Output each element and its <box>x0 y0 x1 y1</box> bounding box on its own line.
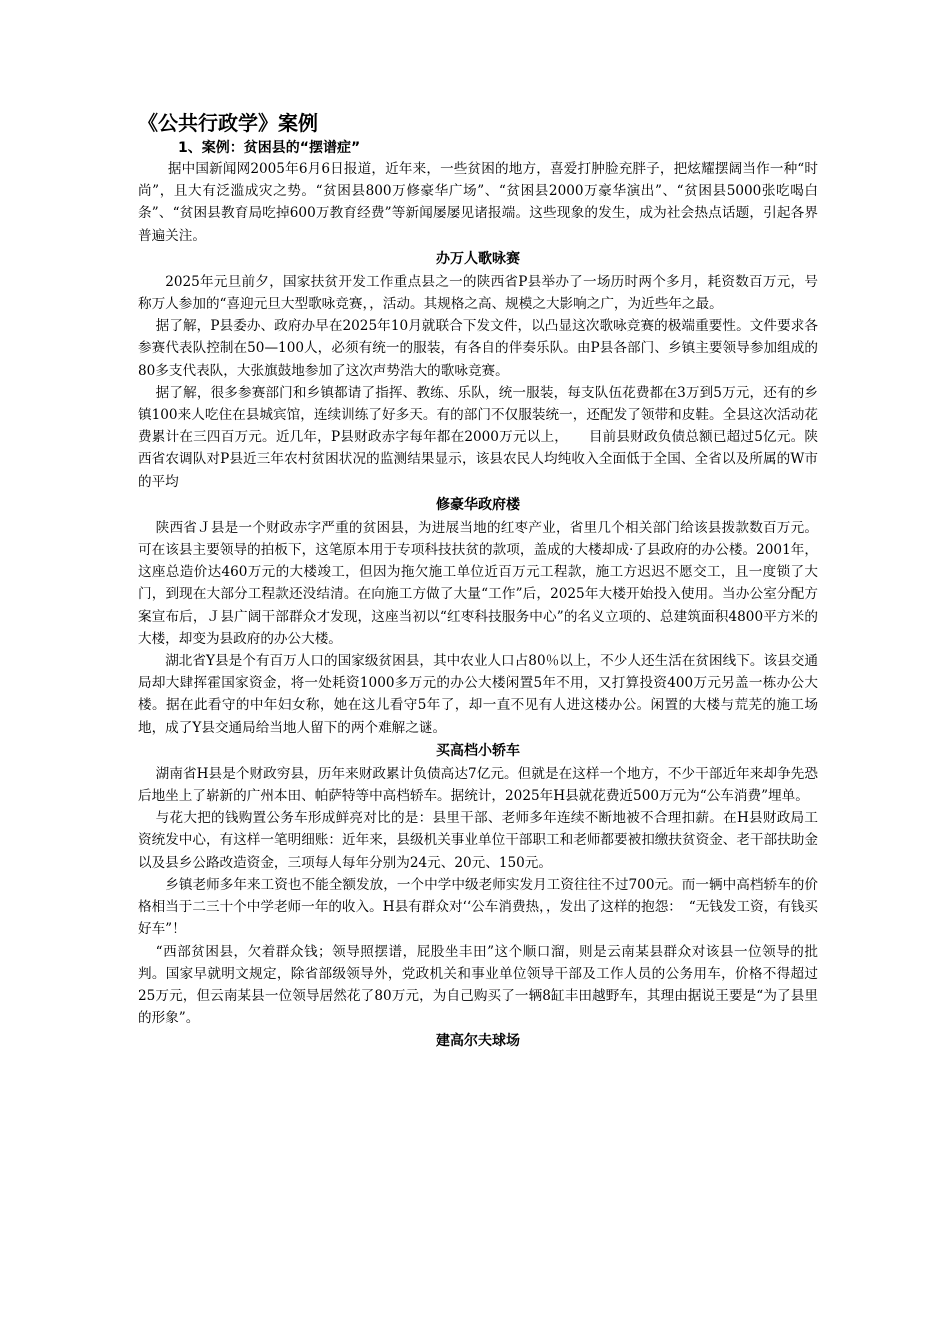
section-heading-government-building: 修豪华政府楼 <box>436 496 520 513</box>
section-heading-golf-course: 建高尔夫球场 <box>436 1033 520 1050</box>
paragraph: 2025年元旦前夕，国家扶贫开发工作重点县之一的陕西省P县举办了一场历时两个多月，耗资数百万元，号称万人参加的“喜迎元旦大型歌咏竞赛，，活动。其规格之高、规模之大影响之广，为近些年之最。 <box>138 273 818 313</box>
paragraph: 陕西省Ｊ县是一个财政赤字严重的贫困县，为进展当地的红枣产业，省里几个相关部门给该县拨款数百万元。可在该县主要领导的拍板下，这笔原本用于专项科技扶贫的款项，盖成的大楼却成·了县政府的办公楼。2001年，这座总造价达460万元的大楼竣工，但因为拖欠施工单位近百万元工程款，施工方迟迟不愿交工，且一度锁了大门，到现在大部分工程款还没结清。在向施工方做了大量“工作”后，2025年大楼开始投入使用。当办公室分配方案宣布后，Ｊ县广阔干部群众才发现，这座当初以“红枣科技服务中心”的名义立项的、总建筑面积4800平方米的大楼，却变为县政府的办公大楼。 <box>138 519 818 647</box>
paragraph: 据了解，P县委办、政府办早在2025年10月就联合下发文件，以凸显这次歌咏竞赛的极端重要性。文件要求各参赛代表队控制在50—100人，必须有统一的服装，有各自的伴奏乐队。由P县各部门、乡镇主要领导参加组成的80多支代表队，大张旗鼓地参加了这次声势浩大的歌咏竞赛。 <box>138 318 818 379</box>
case-heading: 1、案例：贫困县的“摆谱症” <box>178 140 361 156</box>
section-heading-luxury-cars: 买高档小轿车 <box>436 742 520 759</box>
document-page <box>138 110 818 1053</box>
intro-paragraph: 据中国新闻网2005年6月6日报道，近年来，一些贫困的地方，喜爱打肿脸充胖子，把炫耀摆阔当作一种“时尚”，且大有泛滥成灾之势。“贫困县800万修豪华广场”、“贫困县2000万豪华演出”、“贫困县5000张吃喝白条”、“贫困县教育局吃掉600万教育经费”等新闻屡屡见诸报端。这些现象的发生，成为社会热点话题，引起各界普遍关注。 <box>138 161 818 244</box>
paragraph: 乡镇老师多年来工资也不能全额发放，一个中学中级老师实发月工资往往不过700元。而一辆中高档轿车的价格相当于二三十个中学老师一年的收入。H县有群众对‘‘公车消费热，，发出了这样的抱怨： “无钱发工资，有钱买好车”！ <box>138 876 818 938</box>
paragraph: 湖北省Y县是个有百万人口的国家级贫困县，其中农业人口占80％以上，不少人还生活在贫困线下。该县交通局却大肆挥霍国家资金，将一处耗资1000多万元的办公大楼闲置5年不用，又打算投资400万元另盖一栋办公大楼。据在此看守的中年妇女称，她在这儿看守5年了，却一直不见有人进这楼办公。闲置的大楼与荒芜的施工场地，成了Y县交通局给当地人留下的两个难解之谜。 <box>138 653 818 736</box>
document-title: 《公共行政学》案例 <box>138 111 318 135</box>
paragraph: “西部贫困县，欠着群众钱；领导照摆谱，屁股坐丰田”这个顺口溜，则是云南某县群众对该县一位领导的批判。国家早就明文规定，除省部级领导外，党政机关和事业单位领导干部及工作人员的公务用车，价格不得超过25万元，但云南某县一位领导居然花了80万元，为自己购买了一辆8缸丰田越野车，其理由据说王要是“为了县里的形象”。 <box>138 943 818 1027</box>
paragraph: 湖南省H县是个财政穷县，历年来财政累计负债高达7亿元。但就是在这样一个地方，不少干部近年来却争先恐后地坐上了崭新的广州本田、帕萨特等中高档轿车。据统计，2025年H县就花费近500万元为“公车消费”埋单。 <box>138 765 818 805</box>
paragraph: 与花大把的钱购置公务车形成鲜亮对比的是：县里干部、老师多年连续不断地被不合理扣薪。在H县财政局工资统发中心，有这样一笔明细账：近年来，县级机关事业单位干部职工和老师都要被扣缴扶贫资金、老干部扶助金以及县乡公路改造资金，三项每人每年分别为24元、20元、150元。 <box>138 810 818 871</box>
section-heading-singing-contest: 办万人歌咏赛 <box>436 250 520 267</box>
paragraph: 据了解，很多参赛部门和乡镇都请了指挥、教练、乐队，统一服装，每支队伍花费都在3万到5万元，还有的乡镇100来人吃住在县城宾馆，连续训练了好多天。有的部门不仅服装统一，还配发了领带和皮鞋。全县这次活动花费累计在三四百万元。近几年，P县财政赤字每年都在2000万元以上， 目前县财政负债总额已超过5亿元。陕西省农调队对P县近三年农村贫困状况的监测结果显示，该县农民人均纯收入全面低于全国、全省以及所属的W市的平均 <box>138 384 818 490</box>
